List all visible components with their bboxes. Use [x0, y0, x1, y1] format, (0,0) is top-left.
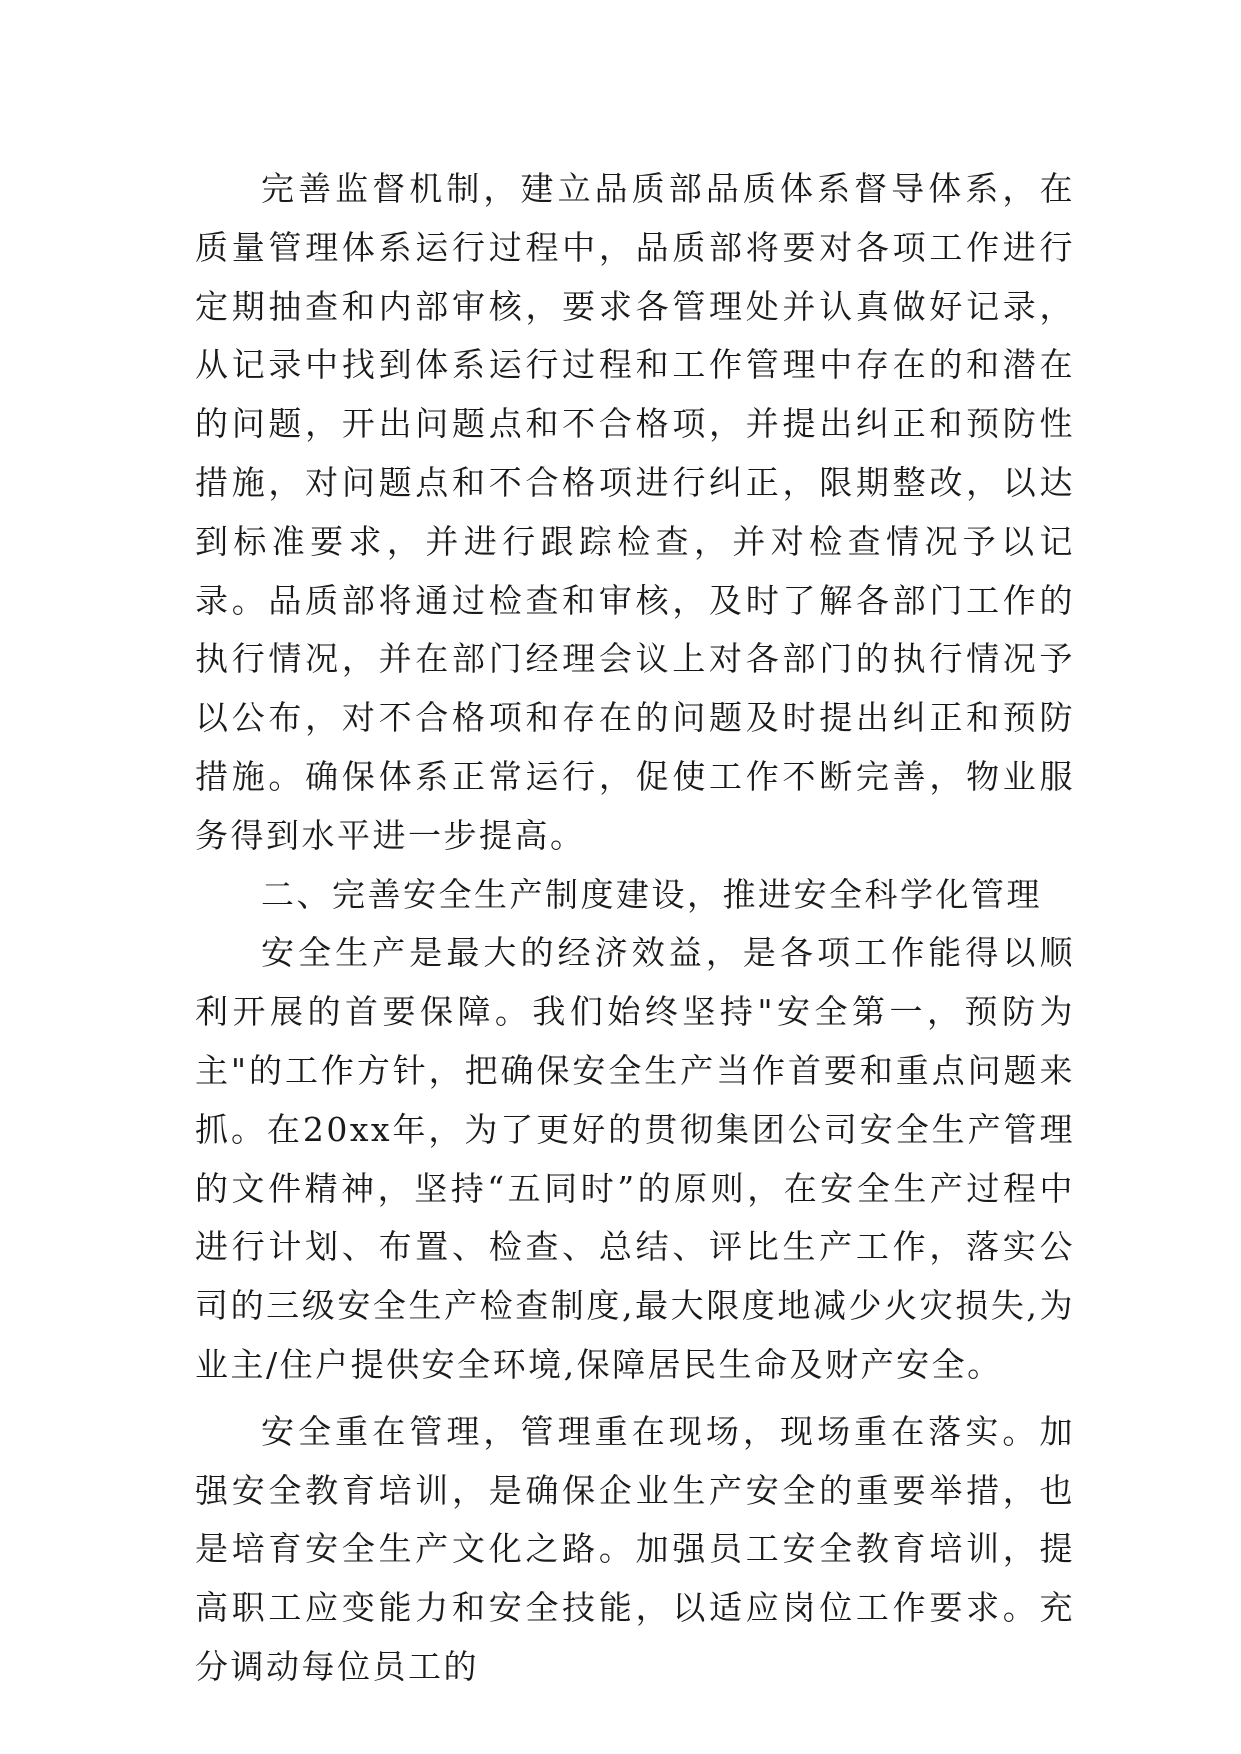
paragraph-safety-management: 安全重在管理，管理重在现场，现场重在落实。加强安全教育培训，是确保企业生产安全的重要举措，也是培育安全生产文化之路。加强员工安全教育培训，提高职工应变能力和安全技能，以适应岗位工作要求。充分调动每位员工的 — [195, 1411, 1075, 1686]
paragraph-supervision-mechanism: 完善监督机制，建立品质部品质体系督导体系，在质量管理体系运行过程中，品质部将要对各项工作进行定期抽查和内部审核，要求各管理处并认真做好记录，从记录中找到体系运行过程和工作管理中存在的和潜在的问题，开出问题点和不合格项，并提出纠正和预防性措施，对问题点和不合格项进行纠正，限期整改，以达到标准要求，并进行跟踪检查，并对检查情况予以记录。品质部将通过检查和审核，及时了解各部门工作的执行情况，并在部门经理会议上对各部门的执行情况予以公布，对不合格项和存在的问题及时提出纠正和预防措施。确保体系正常运行，促使工作不断完善，物业服务得到水平进一步提高。 — [195, 169, 1075, 855]
paragraph-safety-production: 安全生产是最大的经济效益，是各项工作能得以顺利开展的首要保障。我们始终坚持"安全第一，预防为主"的工作方针，把确保安全生产当作首要和重点问题来抓。在20xx年，为了更好的贯彻集团公司安全生产管理的文件精神，坚持“五同时”的原则，在安全生产过程中进行计划、布置、检查、总结、评比生产工作，落实公司的三级安全生产检查制度,最大限度地减少火灾损失,为业主/住户提供安全环境,保障居民生命及财产安全。 — [195, 933, 1075, 1384]
document-body — [195, 160, 1075, 1697]
section-heading-safety-production: 二、完善安全生产制度建设，推进安全科学化管理 — [261, 874, 1042, 914]
